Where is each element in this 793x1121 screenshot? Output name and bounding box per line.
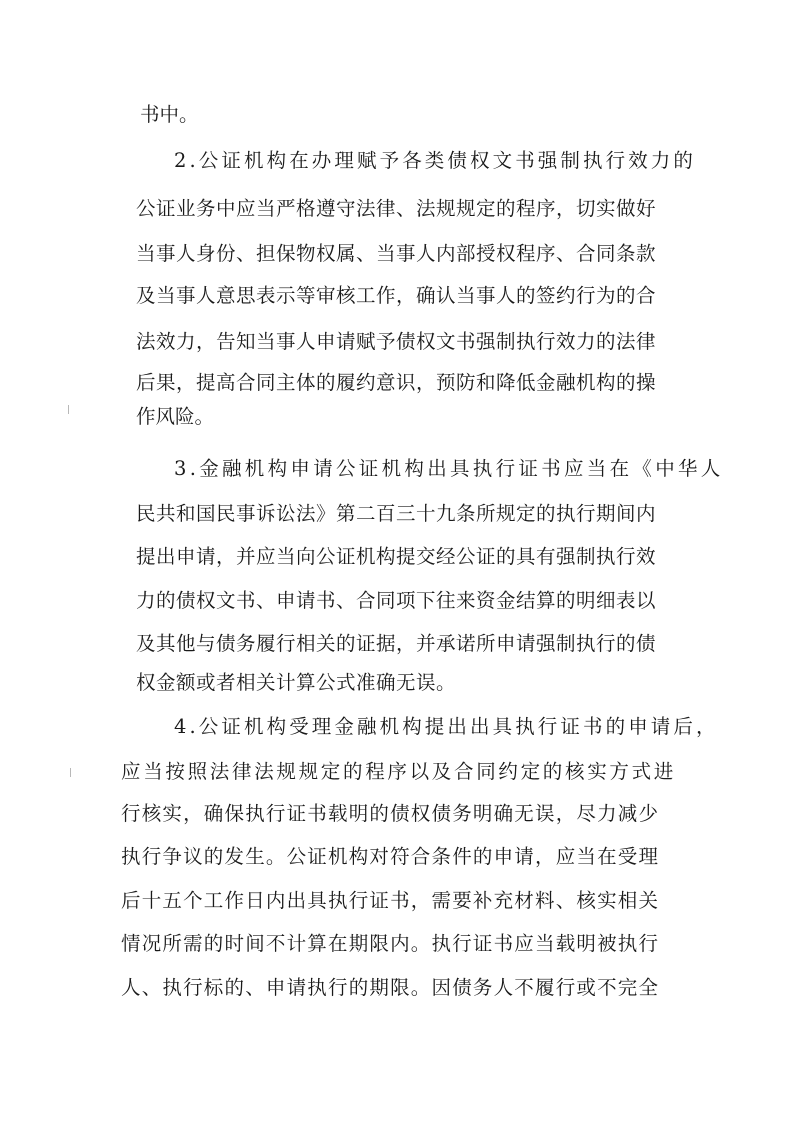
text-line: 力的债权文书、申请书、合同项下往来资金结算的明细表以 (136, 589, 657, 612)
text-line: 权金额或者相关计算公式准确无误。 (136, 671, 457, 694)
text-line: 法效力，告知当事人申请赋予债权文书强制执行效力的法律 (136, 330, 657, 353)
text-line: 后果，提高合同主体的履约意识，预防和降低金融机构的操 (136, 371, 657, 394)
text-line: 提出申请，并应当向公证机构提交经公证的具有强制执行效 (136, 545, 657, 568)
text-line: 公证业务中应当严格遵守法律、法规规定的程序，切实做好 (136, 197, 657, 220)
scan-mark (68, 405, 69, 414)
paragraph-3-first-line: 3.金融机构申请公证机构出具执行证书应当在《中华人 (174, 457, 724, 480)
text-line: 应当按照法律法规规定的程序以及合同约定的核实方式进 (121, 760, 677, 783)
text-line: 后十五个工作日内出具执行证书，需要补充材料、核实相关 (121, 889, 660, 912)
scan-mark (70, 768, 71, 777)
text-line: 及其他与债务履行相关的证据，并承诺所申请强制执行的债 (136, 632, 657, 655)
paragraph-2-first-line: 2.公证机构在办理赋予各类债权文书强制执行效力的 (174, 149, 697, 172)
text-line: 执行争议的发生。公证机构对符合条件的申请，应当在受理 (121, 845, 660, 868)
text-line: 行核实，确保执行证书载明的债权债务明确无误，尽力减少 (121, 802, 660, 825)
paragraph-4-first-line: 4.公证机构受理金融机构提出出具执行证书的申请后， (174, 715, 719, 738)
text-line: 及当事人意思表示等审核工作，确认当事人的签约行为的合 (136, 284, 657, 307)
text-line: 人、执行标的、申请执行的期限。因债务人不履行或不完全 (121, 976, 660, 999)
text-line: 民共和国民事诉讼法》第二百三十九条所规定的执行期间内 (136, 502, 657, 525)
text-line: 情况所需的时间不计算在期限内。执行证书应当载明被执行 (121, 932, 660, 955)
text-line: 当事人身份、担保物权属、当事人内部授权程序、合同条款 (136, 242, 657, 265)
text-line: 书中。 (140, 103, 199, 126)
text-line: 作风险。 (136, 405, 215, 428)
